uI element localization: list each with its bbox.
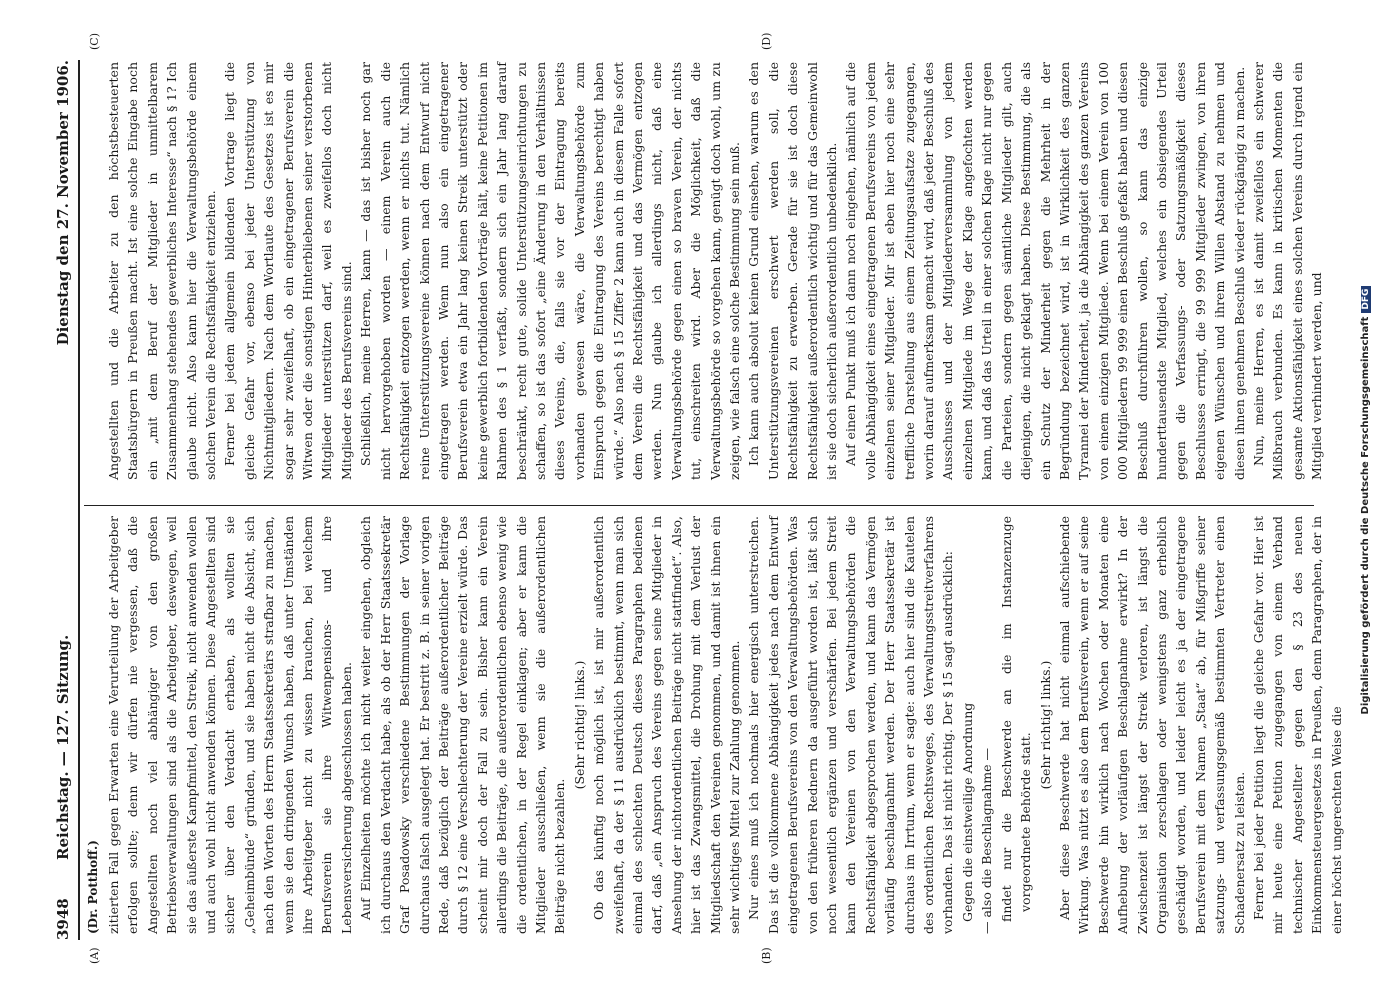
left-column [104,516,1344,934]
page-number: 3948 [54,898,72,940]
interjection: (Sehr richtig! links.) [571,660,587,790]
session-date: Dienstag den 27. November 1906. [54,60,72,346]
interjection: (Sehr richtig! links.) [1037,660,1053,790]
right-column [104,62,1325,480]
paragraph: Angestellten und die Arbeiter zu den höchstbesteuerten Staatsbürgern in Preußen macht. Ist eine solche Eingabe noch ein „mit dem Beruf der Mitglieder in unmittelbarem Zusammenhang stehendes gewerbliches Interesse“ nach § 1? Ich glaube nicht. Also kann hier die Verwaltungsbehörde einem solchen Verein die Rechtsfähigkeit entziehen. [106,62,219,480]
paragraph: zitierten Fall gegen Erwarten eine Verurteilung der Arbeitgeber erfolgen sollte; denn wir dürfen nie vergessen, daß die Angestellten noch viel abhängiger von den großen Betriebsverwaltungen sind als die Arbeitgeber, deswegen, weil sie das äußerste Kampfmittel, den Streik, nicht anwenden wollen und auch wohl nicht anwenden können. Diese Angestellten sind sicher über den Verdacht erhaben, als wollten sie „Geheimbünde“ gründen, und sie haben nicht die Absicht, sich nach den Worten des Herrn Staatssekretärs strafbar zu machen, wenn sie den dringenden Wunsch haben, daß unter Umständen ihre Arbeitgeber nicht zu wissen brauchen, bei welchem Berufsverein sie ihre Witwenpensions- und ihre Lebensversicherung abgeschlossen haben. [106,516,354,934]
dfg-logo: DFG [1361,286,1371,313]
credit-text: Digitalisierung gefördert durch die Deutsche Forschungsgemeinschaft [1360,316,1371,715]
session-title: Reichstag. — 127. Sitzung. [54,634,72,860]
margin-marker-d: (D) [760,32,773,50]
paragraph: Schließlich, meine Herren, kann — das ist bisher noch gar nicht hervorgehoben worden — einem Verein auch die Rechtsfähigkeit entzogen werden, wenn er nichts tut. Nämlich reine Unterstützungsvereine können nach dem Entwurf nicht eingetragen werden. Wenn nun also ein eingetragener Berufsverein etwa ein Jahr lang keinen Streik unterstützt oder keine gewerblich fortbildenden Vorträge hält, keine Petitionen im Rahmen des § 1 verfaßt, sondern sich ein Jahr lang darauf beschränkt, recht gute, solide Unterstützungseinrichtungen zu schaffen, so ist das sofort „eine Änderung in den Verhältnissen dieses Vereins, die, falls sie vor der Eintragung bereits vorhanden gewesen wäre, die Verwaltungsbehörde zum Einspruch gegen die Eintragung des Vereins berechtigt haben würde.“ Also nach § 15 Ziffer 2 kann auch in diesem Falle sofort dem Verein die Rechtsfähigkeit und das Vermögen entzogen werden. Nun glaube ich allerdings nicht, daß eine Verwaltungsbehörde gegen einen so braven Verein, der nichts tut, einschreiten wird. Aber die Möglichkeit, daß die Verwaltungsbehörde so vorgehen kann, genügt doch wohl, um zu zeigen, wie falsch eine solche Bestimmung sein muß. [358,62,742,480]
paragraph: Ferner bei jedem allgemein bildenden Vortrage liegt die gleiche Gefahr vor, ebenso bei jeder Unterstützung von Nichtmitgliedern. Nach dem Wortlaute des Gesetzes ist es mir sogar sehr zweifelhaft, ob ein eingetragener Berufsverein die Witwen oder die sonstigen Hinterbliebenen seiner verstorbenen Mitglieder unterstützen darf, weil es zweifellos doch nicht Mitglieder des Berufsvereins sind. [222,62,354,480]
margin-marker-c: (C) [88,33,101,50]
quotation: findet nur die Beschwerde an die im Instanzenzuge vorgeordnete Behörde statt. [998,516,1034,922]
margin-marker-b: (B) [760,947,773,964]
paragraph: Nun, meine Herren, es ist damit zweifellos ein schwerer Mißbrauch verbunden. Es kann in kritischen Momenten die gesamte Aktionsfähigkeit eines solchen Vereins durch irgend ein Mitglied verhindert werden, und [1250,62,1325,480]
quotation: Gegen die einstweilige Anordnung [959,702,975,922]
digitization-credit [1360,0,1371,1000]
paragraph: Auf einen Punkt muß ich dann noch eingehen, nämlich auf die volle Abhängigkeit eines eingetragenen Berufsvereins von jedem einzelnen seiner Mitglieder. Mir ist eben hier noch eine sehr treffliche Darstellung aus einem Zeitungsaufsatze zugegangen, worin darauf aufmerksam gemacht wird, daß jeder Beschluß des Ausschusses und der Mitgliederversammlung von jedem einzelnen Mitgliede im Wege der Klage angefochten werden kann, und daß das Urteil in einer solchen Klage nicht nur gegen die Parteien, sondern gegen sämtliche Mitglieder gilt, auch diejenigen, die nicht geklagt haben. Diese Bestimmung, die als ein Schutz der Minderheit gegen die Mehrheit in der Begründung bezeichnet wird, ist in Wirklichkeit des ganzen Tyrannei der Minderheit, ja die Abhängigkeit des ganzen Vereins von einem einzigen Mitgliede. Wenn bei einem Verein von 100 000 Mitgliedern 99 999 einen Beschluß gefaßt haben und diesen Beschluß durchführen wollen, so kann das einzige hunderttausendste Mitglied, welches ein obsiegendes Urteil gegen die Verfassungs- oder Satzungsmäßigkeit dieses Beschlusses erringt, die 99 999 Mitglieder zwingen, von ihren eigenen Wünschen und ihrem Willen Abstand zu nehmen und diesen ihnen genehmen Beschluß wieder rückgängig zu machen. [843,62,1247,480]
paragraph: Auf Einzelheiten möchte ich nicht weiter eingehen, obgleich ich durchaus den Verdacht habe, als ob der Herr Staatssekretär Graf Posadowsky verschiedene Bestimmungen der Vorlage durchaus falsch ausgelegt hat. Er bestritt z. B. in seiner vorigen Rede, daß bezüglich der Beiträge außerordentlicher Beiträge durch § 12 eine Verschlechterung der Vereine erzielt würde. Das scheint mir doch der Fall zu sein. Bisher kann ein Verein allerdings die Beiträge, die außerordentlichen ebenso wenig wie die ordentlichen, in der Regel einklagen; aber er kann die Mitglieder ausschließen, wenn sie die außerordentlichen Beiträge nicht bezahlen. [358,516,568,934]
header-rule [78,60,80,940]
paragraph: Nur eines muß ich nochmals hier energisch unterstreichen. Das ist die vollkommene Abhängigkeit jedes nach dem Entwurf eingetragenen Berufsvereins von den Verwaltungsbehörden. Was von den früheren Rednern da ausgeführt worden ist, läßt sich noch wesentlich ergänzen und verschärfen. Bei jedem Streit kann den Vereinen von den Verwaltungsbehörden die Rechtsfähigkeit abgesprochen werden, und kann das Vermögen vorläufig beschlagnahmt werden. Der Herr Staatssekretär ist durchaus im Irrtum, wenn er sagte: auch hier sind die Kautelen des ordentlichen Rechtsweges, des Verwaltungsstreitverfahrens vorhanden. Das ist nicht richtig. Der § 15 sagt ausdrücklich: [746,516,956,934]
paragraph: Ich kann auch absolut keinen Grund einsehen, warum es den Unterstützungsvereinen erschwert werden soll, die Rechtsfähigkeit zu erwerben. Gerade für sie ist doch diese Rechtsfähigkeit außerordentlich wichtig und für das Gemeinwohl ist sie doch sicherlich außerordentlich unbedenklich. [746,62,840,480]
column-divider [84,505,1314,506]
aside: — also die Beschlagnahme — [979,748,995,934]
paragraph: Ob das künftig noch möglich ist, ist mir außerordentlich zweifelhaft, da der § 11 ausdrücklich bestimmt, wenn man sich einmal des schlechten Deutsch dieses Paragraphen bedienen darf, daß „ein Anspruch des Vereins gegen seine Mitglieder in Ansehung der nichtordentlichen Beiträge nicht stattfindet“. Also, hier ist das Zwangsmittel, die Drohung mit dem Verlust der Mitgliedschaft den Vereinen genommen, und damit ist ihnen ein sehr wichtiges Mittel zur Zahlung genommen. [591,516,742,934]
page-header [50,60,76,940]
paragraph: Aber diese Beschwerde hat nicht einmal aufschiebende Wirkung. Was nützt es also dem Berufsverein, wenn er auf seine Beschwerde hin wirklich nach Wochen oder Monaten eine Aufhebung der vorläufigen Beschlagnahme erwirkt? In der Zwischenzeit ist längst der Streik verloren, ist längst die Organisation zerschlagen oder wenigstens ganz erheblich geschädigt worden, und leider leicht es ja der eingetragene Berufsverein mit dem Namen „Staat“ ab, für Mißgriffe seiner satzungs- und verfassungsgemäß bestimmten Vertreter einen Schadenersatz zu leisten. [1056,516,1247,934]
paragraph: Ferner bei jeder Petition liegt die gleiche Gefahr vor. Hier ist mir heute eine Petition zugegangen von einem Verband technischer Angestellter gegen den § 23 des neuen Einkommensteuergesetzes in Preußen, denn Paragraphen, der in einer höchst ungerechten Weise die [1250,516,1344,934]
speaker-name: (Dr. Potthoff.) [86,840,100,934]
margin-marker-a: (A) [88,947,101,964]
